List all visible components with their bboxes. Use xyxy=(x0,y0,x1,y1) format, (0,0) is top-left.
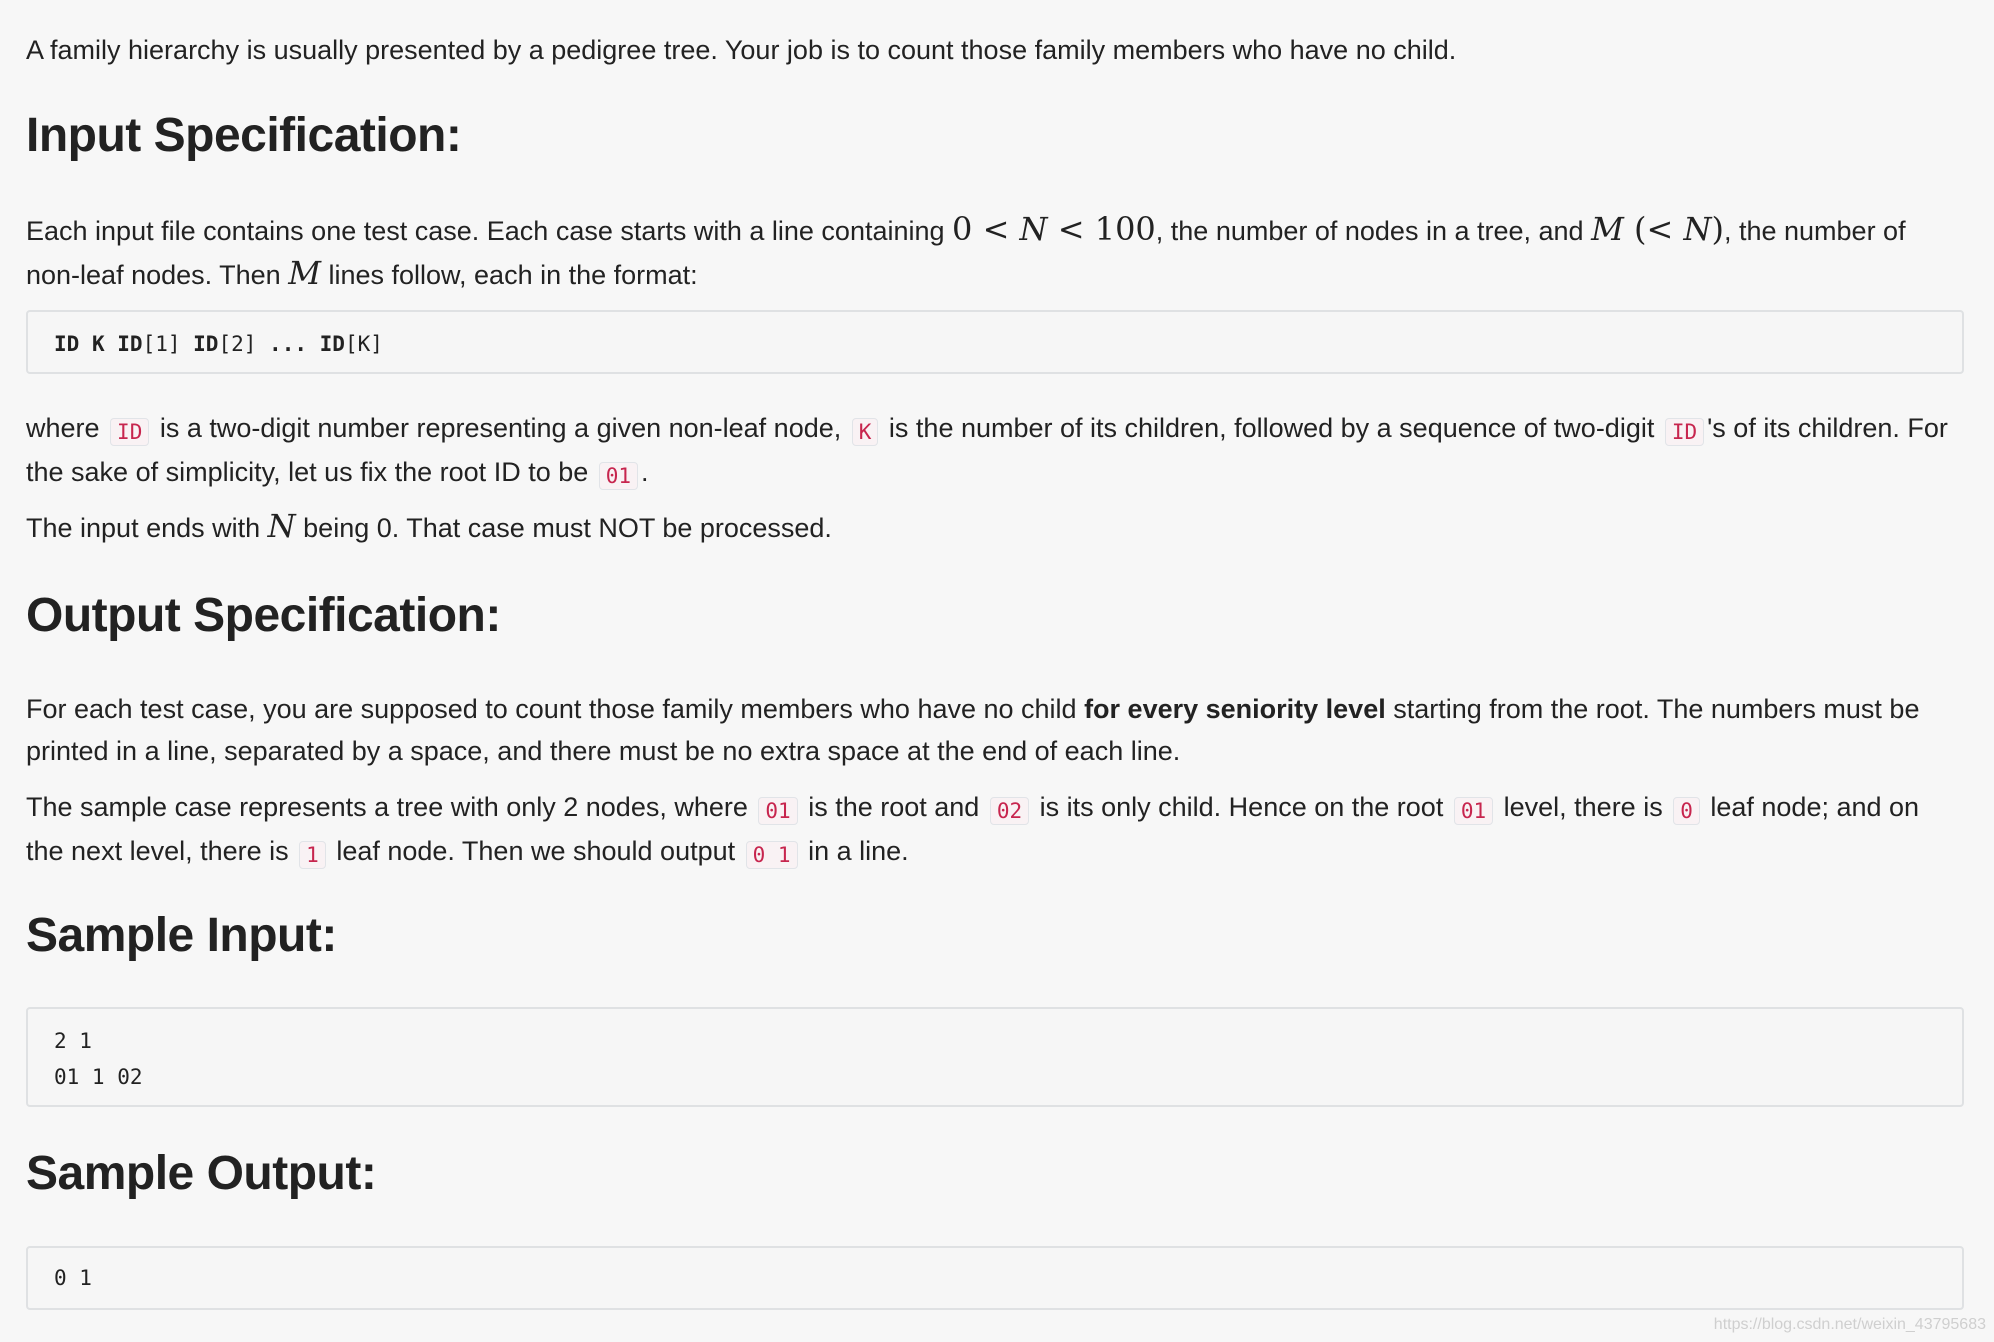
intro-paragraph: A family hierarchy is usually presented by a pedigree tree. Your job is to count those family members who have no child. xyxy=(26,35,1457,65)
input-description-paragraph: where ID is a two-digit number representing a given non-leaf node, K is the number of its children, followed by a sequence of two-digit ID 's of its children. For the sake of simplicity, let us fix the root ID to be 01 . xyxy=(26,413,1948,488)
math-m-less-n: M (< N) xyxy=(1591,210,1724,248)
math-n-range: 0 < N < 100 xyxy=(952,210,1156,248)
watermark: https://blog.csdn.net/weixin_43795683 xyxy=(1713,1316,1986,1333)
inline-code: 01 xyxy=(599,462,638,490)
math-n: N xyxy=(267,507,296,545)
input-spec-heading: Input Specification: xyxy=(26,109,462,162)
inline-code: 0 xyxy=(1673,797,1700,825)
sample-input-line: 2 1 xyxy=(54,1029,92,1053)
format-code-block: ID K ID[1] ID[2] ... ID[K] xyxy=(26,310,1964,374)
sample-input-block xyxy=(26,1007,1964,1107)
sample-output-block xyxy=(26,1246,1964,1310)
inline-code: 0 1 xyxy=(746,841,798,869)
sample-input-heading: Sample Input: xyxy=(26,909,337,962)
inline-code: ID xyxy=(110,418,149,446)
inline-code: 01 xyxy=(758,797,797,825)
sample-input-line: 01 1 02 xyxy=(54,1065,143,1089)
inline-code: K xyxy=(852,418,879,446)
inline-code: 1 xyxy=(299,841,326,869)
sample-output-line: 0 1 xyxy=(54,1266,92,1290)
sample-output-heading: Sample Output: xyxy=(26,1147,377,1200)
output-spec-heading: Output Specification: xyxy=(26,589,501,642)
math-m: M xyxy=(288,254,321,292)
sample-explanation-paragraph: The sample case represents a tree with only 2 nodes, where 01 is the root and 02 is its only child. Hence on the root 01 level, there is 0 leaf node; and on the next level, there is 1 leaf node. Then we should output 0 1 in a line. xyxy=(26,792,1920,867)
inline-code: 02 xyxy=(990,797,1029,825)
bold-phrase: for every seniority level xyxy=(1084,694,1386,724)
inline-code: 01 xyxy=(1454,797,1493,825)
inline-code: ID xyxy=(1665,418,1704,446)
input-spec-paragraph: Each input file contains one test case. Each case starts with a line containing 0 < N < 100, the number of nodes in a tree, and M (< N), the number of non-leaf nodes. Then M lines follow, each in the format: xyxy=(26,210,1906,292)
output-spec-paragraph: For each test case, you are supposed to count those family members who have no child for every seniority level starting from the root. The numbers must be printed in a line, separated by a space, and there must be no extra space at the end of each line. xyxy=(26,694,1920,766)
input-end-paragraph: The input ends with N being 0. That case must NOT be processed. xyxy=(26,507,832,545)
